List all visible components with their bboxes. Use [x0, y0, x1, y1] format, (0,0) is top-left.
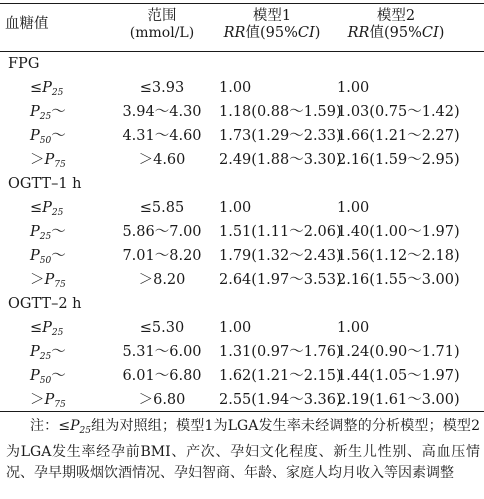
range-cell: ＞4.60 [138, 152, 186, 168]
footnote-lead: 注：≤ [30, 418, 71, 434]
header-model1 [214, 8, 330, 42]
header-model1-title: 模型1 [252, 8, 292, 24]
model1-cell: 1.79(1.32～2.43) [219, 248, 342, 264]
header-range-title: 范围 [147, 8, 177, 24]
percentile-subscript: 75 [54, 160, 66, 170]
model1-cell: 1.00 [219, 200, 252, 216]
percentile-prefix: ≤ [30, 320, 43, 336]
percentile-subscript: 75 [54, 280, 66, 290]
percentile-letter: P [30, 224, 40, 240]
header-range [112, 8, 212, 42]
model1-cell: 2.64(1.97～3.53) [219, 272, 342, 288]
percentile-prefix: ≤ [30, 200, 43, 216]
percentile-subscript: 25 [39, 232, 52, 242]
table-row [0, 196, 484, 220]
header-model2 [336, 8, 456, 42]
model1-cell: 1.00 [219, 80, 252, 96]
model1-cell: 1.62(1.21～2.15) [219, 368, 342, 384]
header-glucose: 血糖值 [5, 16, 49, 32]
model1-cell: 2.49(1.88～3.30) [219, 152, 342, 168]
percentile-symbol [30, 224, 51, 240]
model2-cell: 1.00 [337, 320, 370, 336]
range-cell: 7.01～8.20 [122, 248, 202, 264]
header-range-unit: (mmol/L) [129, 25, 195, 41]
percentile-prefix: ＞ [30, 392, 45, 408]
header-model1-rr [214, 25, 330, 42]
percentile-symbol [42, 80, 63, 96]
table-bottom-rule [0, 411, 484, 412]
range-cell: 3.94～4.30 [122, 104, 202, 120]
percentile-symbol [30, 104, 51, 120]
model1-cell: 1.73(1.29～2.33) [219, 128, 342, 144]
percentile-suffix: ～ [51, 224, 66, 240]
percentile-symbol [42, 200, 63, 216]
table-row [0, 76, 484, 100]
table-row [0, 244, 484, 268]
percentile-symbol [45, 152, 66, 168]
table-row [0, 340, 484, 364]
percentile-letter: P [30, 104, 40, 120]
range-cell: ＞6.80 [138, 392, 186, 408]
percentile-subscript: 25 [39, 352, 52, 362]
header-model2-title: 模型2 [376, 8, 416, 24]
percentile-subscript: 25 [51, 208, 64, 218]
percentile-letter: P [44, 392, 55, 408]
percentile-suffix: ～ [51, 128, 66, 144]
header-model2-ci: CI [421, 25, 439, 41]
percentile-letter: P [30, 368, 40, 384]
table-footnote [6, 416, 480, 484]
percentile-letter: P [44, 152, 55, 168]
percentile-cell [30, 388, 66, 417]
model1-cell: 1.00 [219, 320, 252, 336]
header-model2-rr-text: 值(95% [369, 25, 422, 41]
percentile-prefix: ＞ [30, 272, 45, 288]
header-model2-rr-abbr: RR [347, 25, 370, 41]
range-cell: 5.31～6.00 [122, 344, 202, 360]
header-model1-rr-text: 值(95% [245, 25, 298, 41]
percentile-letter: P [42, 80, 52, 96]
footnote-percentile-sub: 25 [79, 426, 91, 436]
footnote-percentile-p: P [70, 418, 80, 434]
percentile-symbol [30, 368, 51, 384]
table-row [0, 388, 484, 412]
percentile-letter: P [44, 272, 55, 288]
model2-cell: 2.16(1.55～3.00) [337, 272, 460, 288]
percentile-letter: P [42, 320, 52, 336]
table-row [0, 364, 484, 388]
percentile-prefix: ≤ [30, 80, 43, 96]
percentile-letter: P [30, 248, 40, 264]
table-row [0, 220, 484, 244]
percentile-symbol [30, 128, 51, 144]
percentile-suffix: ～ [51, 368, 66, 384]
model2-cell: 1.66(1.21～2.27) [337, 128, 460, 144]
percentile-suffix: ～ [51, 248, 66, 264]
percentile-symbol [30, 248, 51, 264]
table-row [0, 268, 484, 292]
table-row [0, 124, 484, 148]
model2-cell: 1.03(0.75～1.42) [337, 104, 460, 120]
footnote-body: 组为对照组；模型1为LGA发生率未经调整的分析模型；模型2为LGA发生率经孕前BMI、产次、孕妇文化程度、新生儿性别、高血压情况、孕早期吸烟饮酒情况、孕妇智商、年龄、家庭人均月收入等因素调整 [6, 418, 480, 481]
header-model1-close: ) [314, 25, 321, 41]
range-cell: ≤5.85 [139, 200, 185, 216]
percentile-symbol [45, 392, 66, 408]
footnote-percentile [70, 418, 91, 434]
percentile-letter: P [30, 344, 40, 360]
percentile-prefix: ＞ [30, 152, 45, 168]
percentile-subscript: 25 [39, 112, 52, 122]
header-model2-rr [336, 25, 456, 42]
model2-cell: 1.56(1.12～2.18) [337, 248, 460, 264]
model1-cell: 2.55(1.94～3.36) [219, 392, 342, 408]
range-cell: 4.31～4.60 [122, 128, 202, 144]
model2-cell: 1.00 [337, 200, 370, 216]
group-row [0, 292, 484, 316]
percentile-subscript: 25 [51, 88, 64, 98]
percentile-letter: P [42, 200, 52, 216]
range-cell: 5.86～7.00 [122, 224, 202, 240]
percentile-suffix: ～ [51, 104, 66, 120]
group-row [0, 172, 484, 196]
model2-cell: 1.40(1.00～1.97) [337, 224, 460, 240]
model2-cell: 1.44(1.05～1.97) [337, 368, 460, 384]
model1-cell: 1.51(1.11～2.06) [219, 224, 342, 240]
table-row [0, 100, 484, 124]
range-cell: ≤5.30 [139, 320, 185, 336]
group-label: OGTT–1 h [8, 176, 82, 192]
percentile-subscript: 75 [54, 400, 66, 410]
model2-cell: 1.24(0.90～1.71) [337, 344, 460, 360]
table-row [0, 316, 484, 340]
group-row [0, 52, 484, 76]
group-label: FPG [8, 56, 40, 72]
header-model2-close: ) [438, 25, 445, 41]
percentile-subscript: 50 [39, 376, 52, 386]
percentile-suffix: ～ [51, 344, 66, 360]
table-top-rule [0, 3, 484, 4]
model2-cell: 2.16(1.59～2.95) [337, 152, 460, 168]
group-label: OGTT–2 h [8, 296, 82, 312]
header-model1-ci: CI [297, 25, 315, 41]
header-model1-rr-abbr: RR [223, 25, 246, 41]
percentile-subscript: 50 [39, 256, 52, 266]
percentile-symbol [42, 320, 63, 336]
model1-cell: 1.31(0.97～1.76) [219, 344, 342, 360]
percentile-subscript: 50 [39, 136, 52, 146]
percentile-symbol [30, 344, 51, 360]
model1-cell: 1.18(0.88～1.59) [219, 104, 342, 120]
percentile-letter: P [30, 128, 40, 144]
table-row [0, 148, 484, 172]
range-cell: ≤3.93 [139, 80, 185, 96]
range-cell: ＞8.20 [138, 272, 186, 288]
model2-cell: 1.00 [337, 80, 370, 96]
percentile-symbol [45, 272, 66, 288]
model2-cell: 2.19(1.61～3.00) [337, 392, 460, 408]
percentile-subscript: 25 [51, 328, 64, 338]
range-cell: 6.01～6.80 [122, 368, 202, 384]
